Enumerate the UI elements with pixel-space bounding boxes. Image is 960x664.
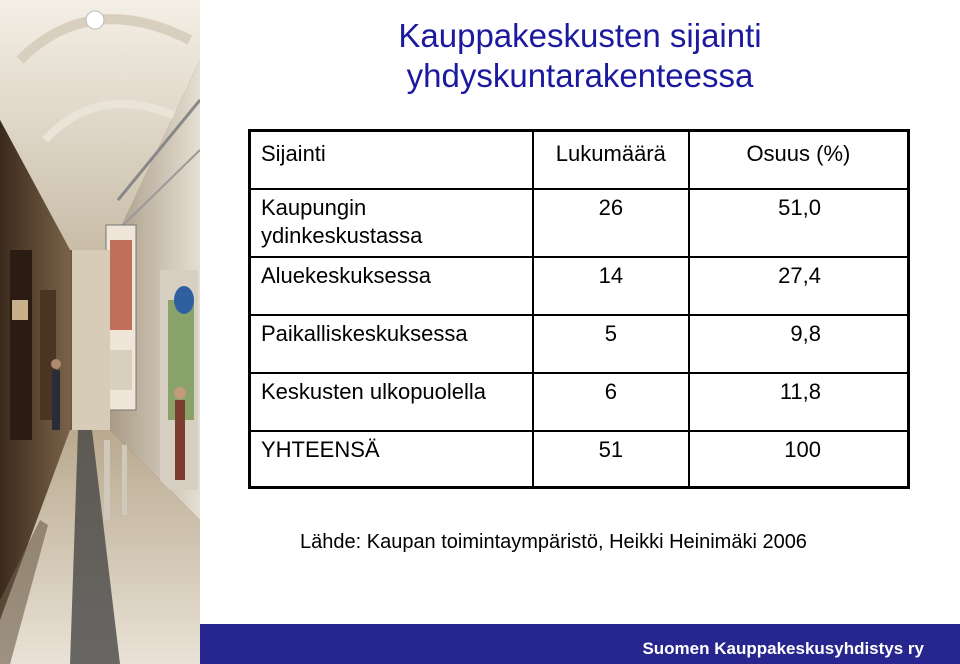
location-table bbox=[248, 129, 910, 489]
source-citation: Lähde: Kaupan toimintaympäristö, Heikki Heinimäki 2006 bbox=[300, 531, 807, 553]
table-row bbox=[250, 373, 909, 431]
row-location-line-1: Kaupungin bbox=[261, 194, 367, 220]
title-line-1: Kauppakeskusten sijainti bbox=[398, 17, 762, 54]
title-line-2: yhdyskuntarakenteessa bbox=[406, 57, 754, 94]
row-location: Keskusten ulkopuolella bbox=[250, 373, 533, 431]
row-location-line-2: ydinkeskustassa bbox=[261, 222, 423, 248]
row-count: 26 bbox=[533, 189, 689, 257]
footer-organization: Suomen Kauppakeskusyhdistys ry bbox=[642, 639, 924, 658]
row-share: 27,4 bbox=[689, 257, 909, 315]
row-location: Paikalliskeskuksessa bbox=[250, 315, 533, 373]
row-location: YHTEENSÄ bbox=[250, 431, 533, 488]
table-row bbox=[250, 189, 909, 257]
row-share: 11,8 bbox=[689, 373, 909, 431]
row-count: 6 bbox=[533, 373, 689, 431]
row-share: 51,0 bbox=[689, 189, 909, 257]
header-location: Sijainti bbox=[250, 131, 533, 189]
row-count: 5 bbox=[533, 315, 689, 373]
footer-band bbox=[200, 624, 960, 664]
page-title bbox=[300, 16, 860, 96]
row-share: 100 bbox=[689, 431, 909, 488]
shopping-mall-photo bbox=[0, 0, 200, 664]
row-share: 9,8 bbox=[689, 315, 909, 373]
header-share: Osuus (%) bbox=[689, 131, 909, 189]
row-count: 14 bbox=[533, 257, 689, 315]
header-count: Lukumäärä bbox=[533, 131, 689, 189]
row-location: Aluekeskuksessa bbox=[250, 257, 533, 315]
table-header-row bbox=[250, 131, 909, 189]
table-total-row bbox=[250, 431, 909, 488]
table-row bbox=[250, 315, 909, 373]
mall-interior-illustration bbox=[0, 0, 200, 664]
row-location bbox=[250, 189, 533, 257]
row-count: 51 bbox=[533, 431, 689, 488]
table-row bbox=[250, 257, 909, 315]
